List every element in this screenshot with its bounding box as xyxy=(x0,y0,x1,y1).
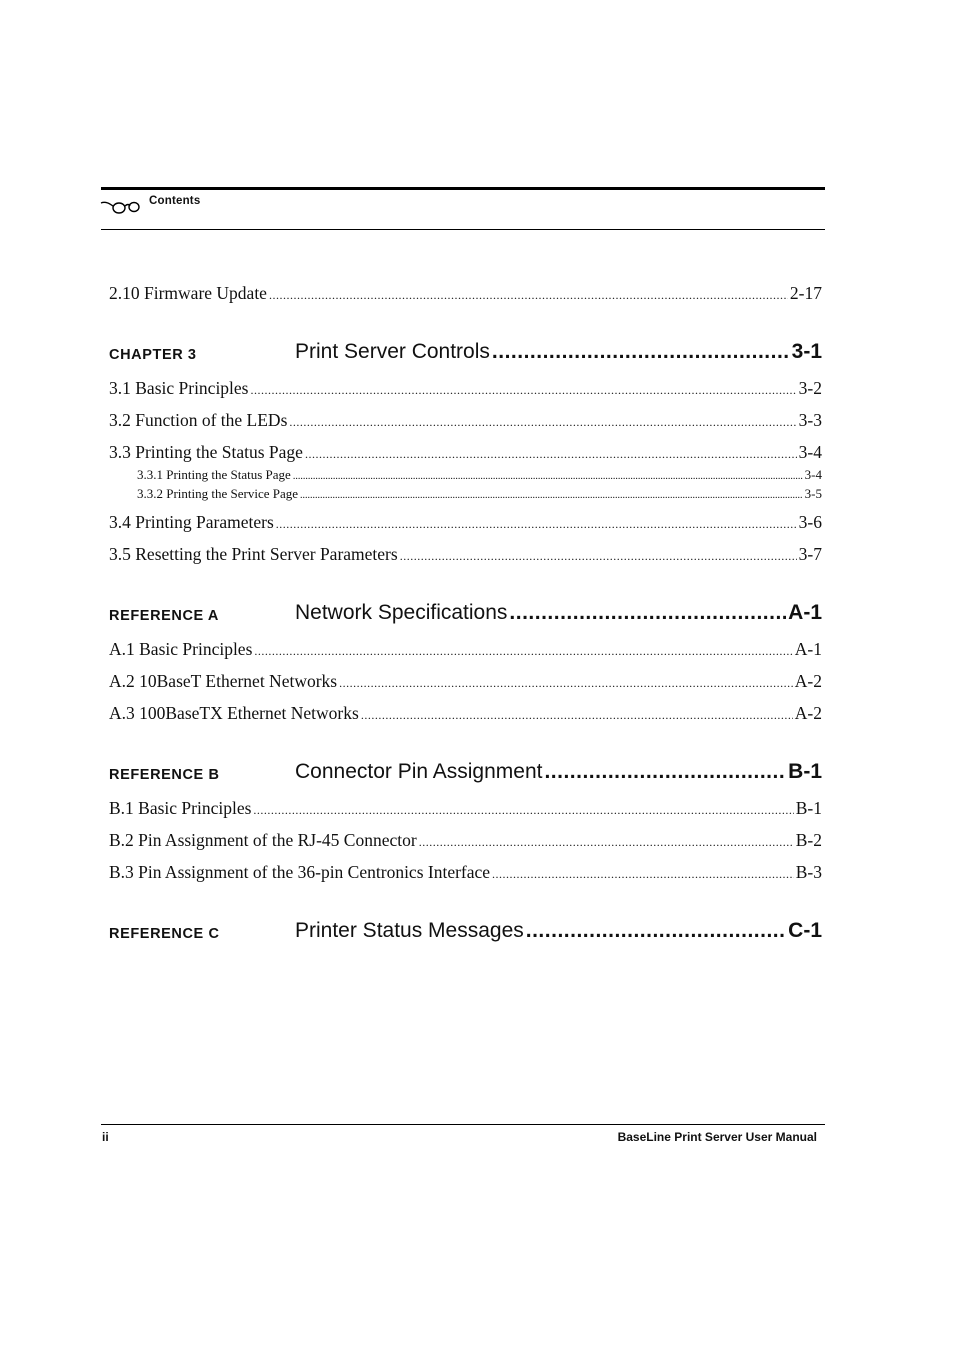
toc-entry-label: 3.4 Printing Parameters xyxy=(109,512,274,532)
toc-entry-label: B.1 Basic Principles xyxy=(109,798,252,818)
toc-subentry-label: 3.3.2 Printing the Service Page xyxy=(137,486,299,501)
chapter-kind-label: CHAPTER 3 xyxy=(109,347,197,363)
toc-entry-label: B.3 Pin Assignment of the 36-pin Centronics Interface xyxy=(109,862,491,882)
toc-entry-label: 3.5 Resetting the Print Server Parameters xyxy=(109,544,398,564)
toc-entry[interactable] xyxy=(109,671,822,692)
dot-leader xyxy=(269,288,788,303)
dot-leader xyxy=(361,708,793,723)
toc-entry-label: A.3 100BaseTX Ethernet Networks xyxy=(109,703,359,723)
dot-leader xyxy=(419,835,794,850)
toc-entry[interactable] xyxy=(109,639,822,660)
chapter-page: C-1 xyxy=(788,919,822,942)
toc-entry-page: B-1 xyxy=(795,798,822,818)
chapter-kind-label: REFERENCE A xyxy=(109,608,219,624)
toc-entry-page: 3-4 xyxy=(798,442,822,462)
toc-entry-page: 3-2 xyxy=(798,378,822,398)
toc-subentry[interactable] xyxy=(137,486,822,502)
toc-subentry[interactable] xyxy=(137,467,822,483)
dot-leader xyxy=(526,919,786,943)
toc-entry-page: 3-3 xyxy=(798,410,822,430)
dot-leader xyxy=(276,517,797,532)
chapter-title: Network Specifications xyxy=(295,601,508,624)
toc-entry-page: A-2 xyxy=(794,671,822,691)
toc-entry-label: 3.3 Printing the Status Page xyxy=(109,442,303,462)
toc-entry-label: 3.1 Basic Principles xyxy=(109,378,249,398)
dot-leader xyxy=(293,471,803,482)
toc-entry[interactable] xyxy=(109,442,822,463)
dot-leader xyxy=(492,867,794,882)
dot-leader xyxy=(492,340,790,364)
dot-leader xyxy=(305,447,797,462)
chapter-title: Connector Pin Assignment xyxy=(295,760,543,783)
toc-entry[interactable] xyxy=(109,410,822,431)
toc-entry[interactable] xyxy=(109,830,822,851)
toc-entry-page: B-3 xyxy=(795,862,822,882)
toc-entry-page: 2-17 xyxy=(789,283,822,303)
dot-leader xyxy=(300,490,803,501)
toc-entry-label: A.2 10BaseT Ethernet Networks xyxy=(109,671,338,691)
toc-entry[interactable] xyxy=(109,862,822,883)
toc-entry-label: B.2 Pin Assignment of the RJ-45 Connector xyxy=(109,830,417,850)
toc-subentry-page: 3-4 xyxy=(804,467,822,482)
dot-leader xyxy=(289,415,796,430)
dot-leader xyxy=(251,383,797,398)
dot-leader xyxy=(544,760,786,784)
dot-leader xyxy=(254,644,792,659)
chapter-title: Printer Status Messages xyxy=(295,919,524,942)
header-bottom-rule xyxy=(101,229,825,230)
eyeglasses-icon xyxy=(100,195,140,217)
toc-subentry-label: 3.3.1 Printing the Status Page xyxy=(137,467,291,482)
chapter-page: 3-1 xyxy=(791,340,822,363)
toc-subentry-page: 3-5 xyxy=(804,486,822,501)
dot-leader xyxy=(400,549,797,564)
footer-rule xyxy=(101,1124,825,1125)
chapter-kind-label: REFERENCE B xyxy=(109,767,220,783)
toc-entry[interactable] xyxy=(109,512,822,533)
toc-entry-page: 3-7 xyxy=(798,544,822,564)
toc-entry[interactable] xyxy=(109,378,822,399)
running-head: Contents xyxy=(149,195,201,207)
toc-entry[interactable] xyxy=(109,703,822,724)
toc-entry-page: 3-6 xyxy=(798,512,822,532)
toc-entry-page: A-2 xyxy=(794,703,822,723)
toc-entry-label: A.1 Basic Principles xyxy=(109,639,253,659)
dot-leader xyxy=(339,676,793,691)
toc-entry[interactable] xyxy=(109,798,822,819)
footer-page-number: ii xyxy=(102,1130,109,1144)
chapter-title: Print Server Controls xyxy=(295,340,490,363)
chapter-kind-label: REFERENCE C xyxy=(109,926,220,942)
dot-leader xyxy=(253,803,793,818)
toc-entry[interactable] xyxy=(109,544,822,565)
toc-entry-page: A-1 xyxy=(794,639,822,659)
toc-entry-label: 2.10 Firmware Update xyxy=(109,283,267,303)
chapter-page: B-1 xyxy=(788,760,822,783)
toc-entry-label: 3.2 Function of the LEDs xyxy=(109,410,288,430)
header-top-rule xyxy=(101,187,825,190)
toc-entry[interactable] xyxy=(109,283,822,304)
toc-entry-page: B-2 xyxy=(795,830,822,850)
chapter-page: A-1 xyxy=(788,601,822,624)
footer-manual-title: BaseLine Print Server User Manual xyxy=(617,1130,817,1144)
dot-leader xyxy=(509,601,786,625)
